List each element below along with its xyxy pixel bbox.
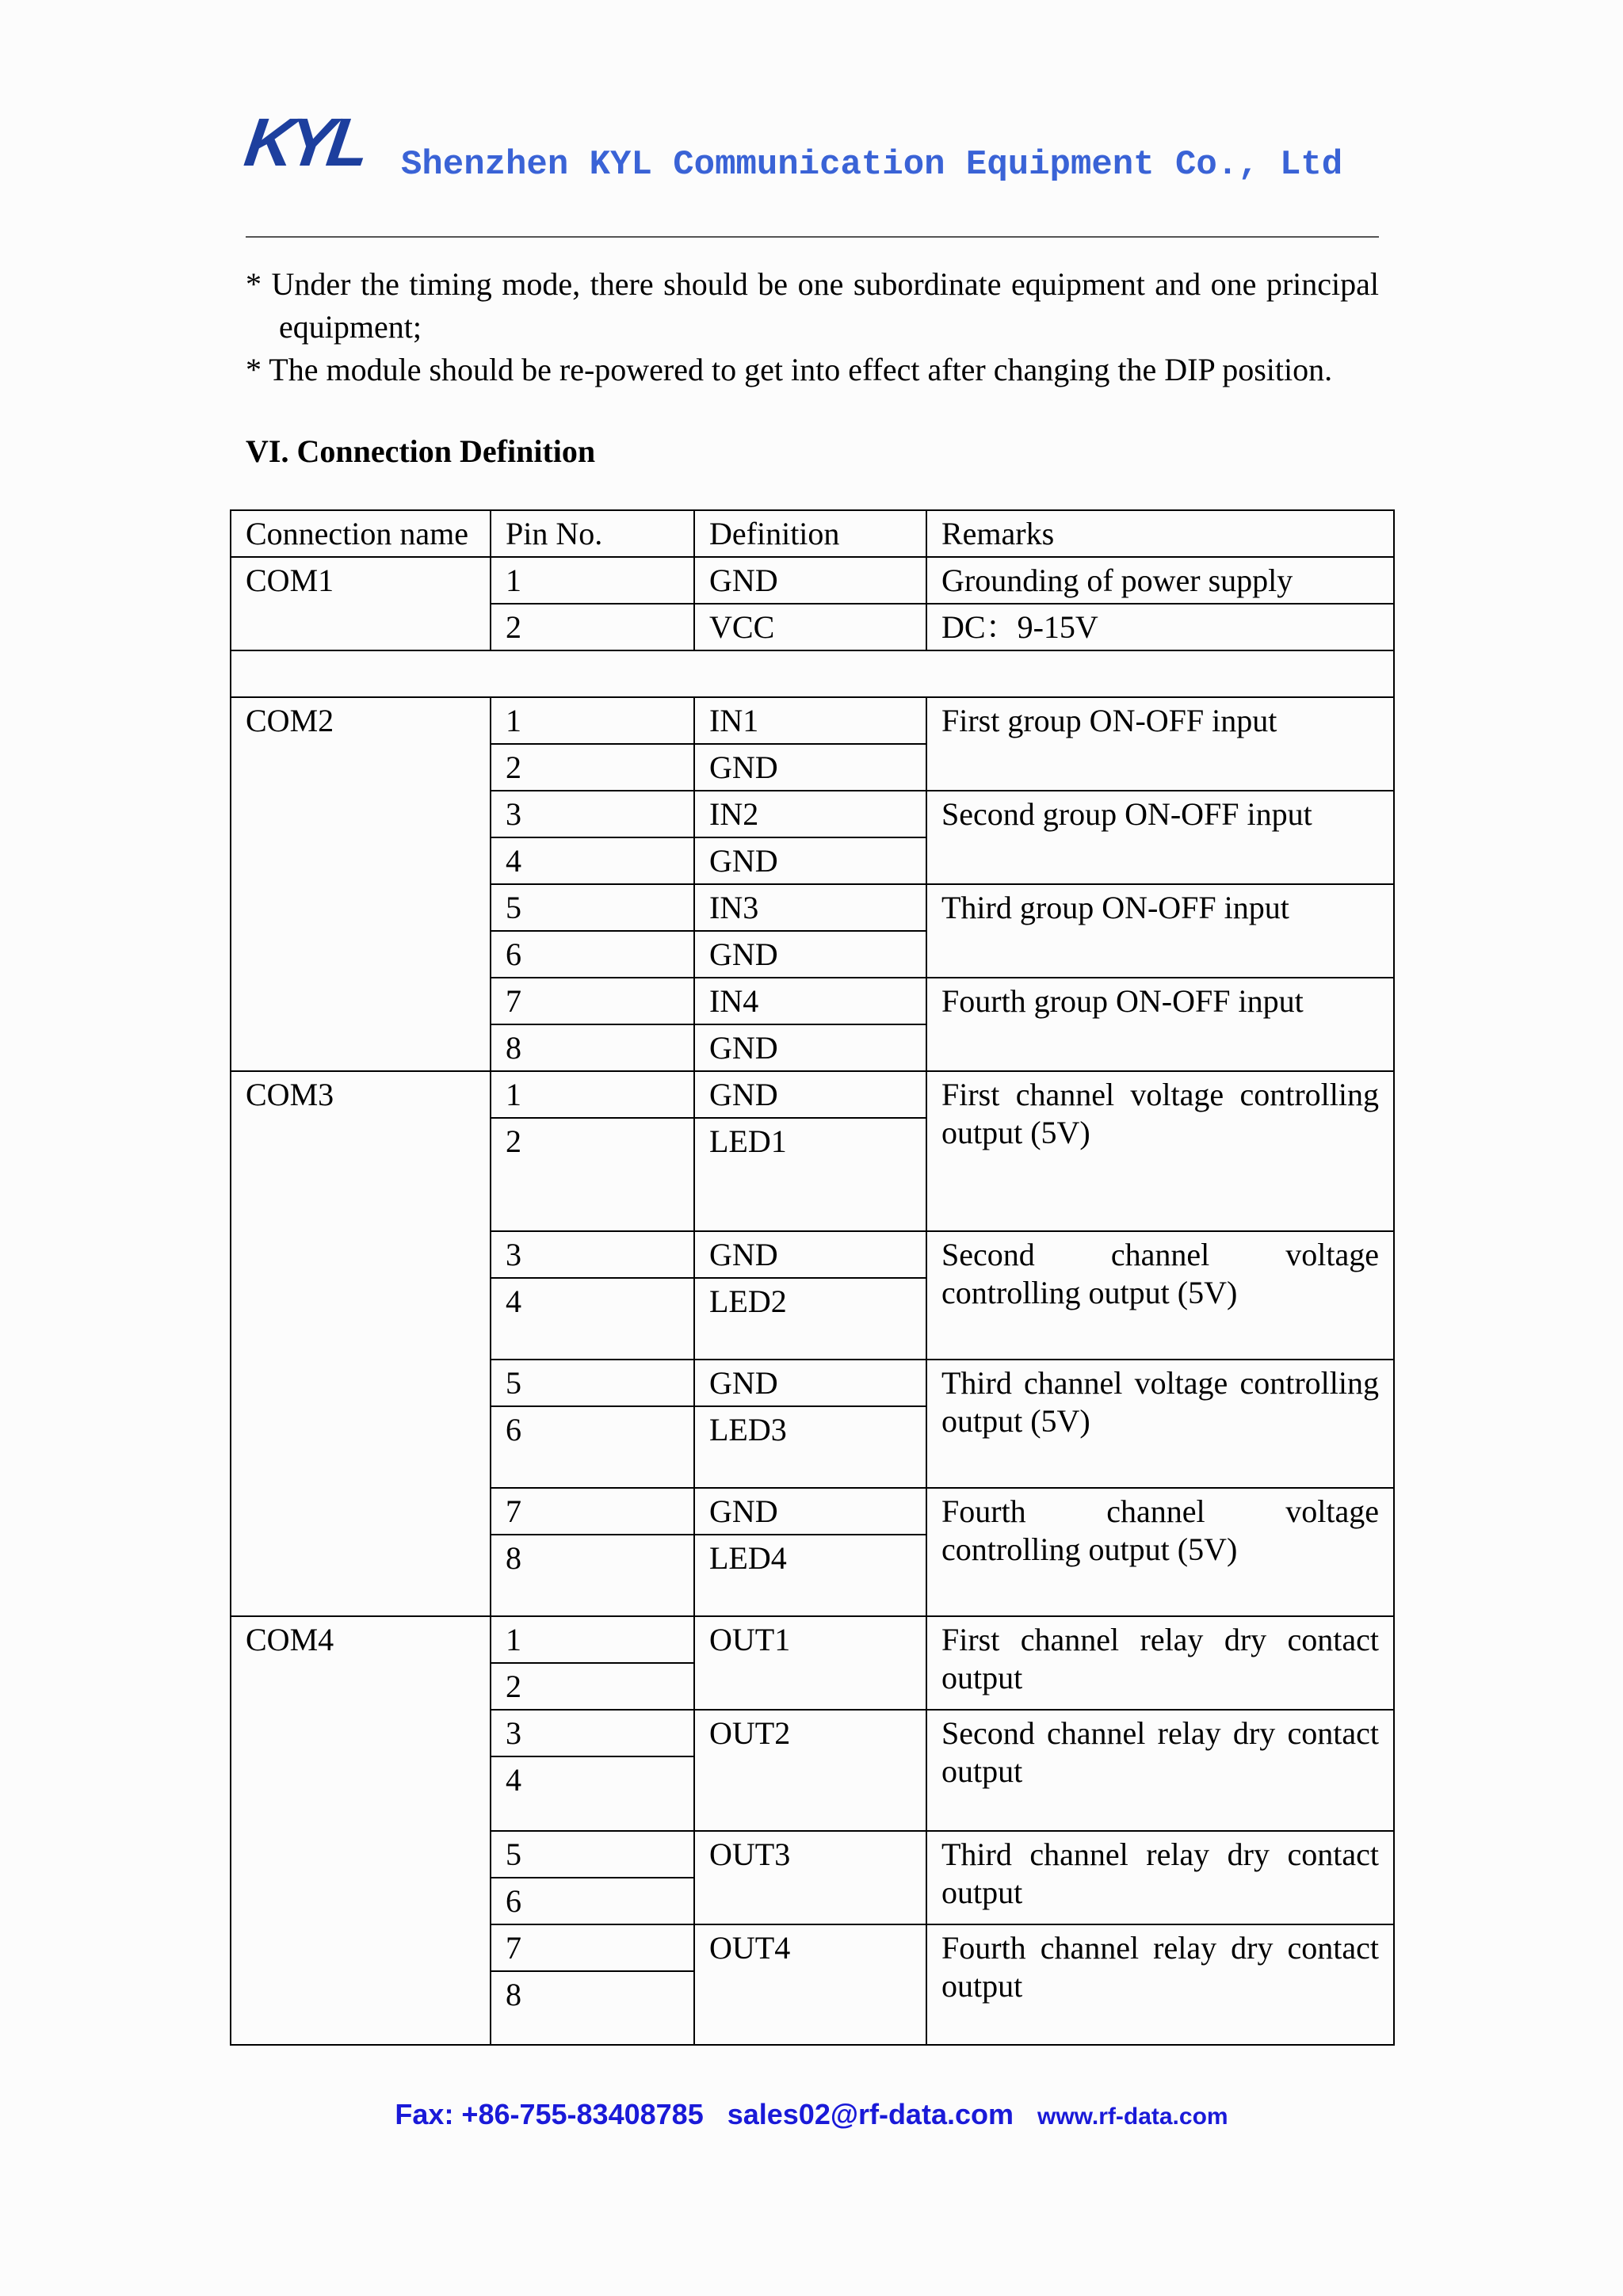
pin-cell: 3: [491, 1710, 694, 1756]
pin-cell: 8: [491, 1971, 694, 2045]
table-spacer-row: [231, 650, 1394, 697]
table-row: [231, 1616, 1394, 1663]
remark-cell: DC：9-15V: [926, 604, 1394, 650]
definition-cell: GND: [694, 557, 926, 604]
pin-cell: 2: [491, 744, 694, 791]
definition-cell: LED1: [694, 1118, 926, 1231]
section-title: VI. Connection Definition: [246, 433, 596, 469]
kyl-logo: KYL: [240, 105, 369, 181]
definition-cell: GND: [694, 1071, 926, 1118]
pin-cell: 7: [491, 1488, 694, 1535]
pin-cell: 8: [491, 1024, 694, 1071]
definition-cell: LED2: [694, 1278, 926, 1360]
pin-cell: 7: [491, 978, 694, 1024]
pin-cell: 1: [491, 1071, 694, 1118]
remark-cell: Fourth channel voltage controlling output (5V): [926, 1488, 1394, 1616]
notes: [246, 263, 1379, 391]
header-connection-name: Connection name: [231, 510, 491, 557]
definition-cell: LED3: [694, 1406, 926, 1488]
remark-cell: Fourth channel relay dry contact output: [926, 1924, 1394, 2045]
remark-cell: Third group ON-OFF input: [926, 884, 1394, 978]
pin-cell: 2: [491, 1118, 694, 1231]
header-remarks: Remarks: [926, 510, 1394, 557]
definition-cell: GND: [694, 1024, 926, 1071]
definition-cell: LED4: [694, 1535, 926, 1616]
pin-cell: 6: [491, 1878, 694, 1924]
pin-cell: 2: [491, 1663, 694, 1710]
remark-cell: Grounding of power supply: [926, 557, 1394, 604]
footer-website[interactable]: www.rf-data.com: [1037, 2103, 1228, 2130]
pin-cell: 8: [491, 1535, 694, 1616]
header-divider: [246, 236, 1379, 238]
footer-email[interactable]: sales02@rf-data.com: [727, 2098, 1014, 2130]
pin-cell: 5: [491, 1360, 694, 1406]
definition-cell: OUT3: [694, 1831, 926, 1924]
pin-cell: 4: [491, 1756, 694, 1831]
definition-cell: GND: [694, 837, 926, 884]
pin-cell: 4: [491, 1278, 694, 1360]
connection-name-com2: COM2: [231, 697, 491, 1071]
table-row: [231, 557, 1394, 604]
connection-table: [230, 509, 1395, 2046]
pin-cell: 6: [491, 931, 694, 978]
definition-cell: GND: [694, 931, 926, 978]
definition-cell: IN4: [694, 978, 926, 1024]
definition-cell: IN2: [694, 791, 926, 837]
pin-cell: 7: [491, 1924, 694, 1971]
blank-cell: [231, 650, 1394, 697]
definition-cell: OUT1: [694, 1616, 926, 1710]
definition-cell: GND: [694, 1231, 926, 1278]
connection-name-com1: COM1: [231, 557, 491, 650]
pin-cell: 6: [491, 1406, 694, 1488]
remark-cell: First group ON-OFF input: [926, 697, 1394, 791]
definition-cell: GND: [694, 744, 926, 791]
pin-cell: 1: [491, 1616, 694, 1663]
pin-cell: 5: [491, 884, 694, 931]
remark-cell: Second channel voltage controlling output (5V): [926, 1231, 1394, 1360]
remark-cell: First channel relay dry contact output: [926, 1616, 1394, 1710]
remark-cell: Second group ON-OFF input: [926, 791, 1394, 884]
header-definition: Definition: [694, 510, 926, 557]
remark-cell: Third channel relay dry contact output: [926, 1831, 1394, 1924]
table-header-row: [231, 510, 1394, 557]
remark-cell: First channel voltage controlling output (5V): [926, 1071, 1394, 1231]
note-timing-mode: * Under the timing mode, there should be one subordinate equipment and one principal equipment;: [246, 266, 1379, 345]
pin-cell: 3: [491, 791, 694, 837]
pin-cell: 2: [491, 604, 694, 650]
definition-cell: IN3: [694, 884, 926, 931]
remark-cell: Second channel relay dry contact output: [926, 1710, 1394, 1831]
remark-cell: Third channel voltage controlling output (5V): [926, 1360, 1394, 1488]
connection-name-com3: COM3: [231, 1071, 491, 1616]
definition-cell: VCC: [694, 604, 926, 650]
pin-cell: 1: [491, 697, 694, 744]
table-row: [231, 1071, 1394, 1118]
pin-cell: 5: [491, 1831, 694, 1878]
header-pin-no: Pin No.: [491, 510, 694, 557]
note-repower: * The module should be re-powered to get into effect after changing the DIP position.: [246, 352, 1333, 387]
pin-cell: 1: [491, 557, 694, 604]
definition-cell: OUT2: [694, 1710, 926, 1831]
footer-fax: Fax: +86-755-83408785: [395, 2098, 704, 2130]
company-name: Shenzhen KYL Communication Equipment Co., Ltd: [401, 145, 1343, 185]
definition-cell: GND: [694, 1488, 926, 1535]
remark-cell: Fourth group ON-OFF input: [926, 978, 1394, 1071]
definition-cell: OUT4: [694, 1924, 926, 2045]
page-footer: [0, 2098, 1623, 2131]
table-row: [231, 697, 1394, 744]
definition-cell: IN1: [694, 697, 926, 744]
pin-cell: 4: [491, 837, 694, 884]
definition-cell: GND: [694, 1360, 926, 1406]
pin-cell: 3: [491, 1231, 694, 1278]
connection-name-com4: COM4: [231, 1616, 491, 2045]
